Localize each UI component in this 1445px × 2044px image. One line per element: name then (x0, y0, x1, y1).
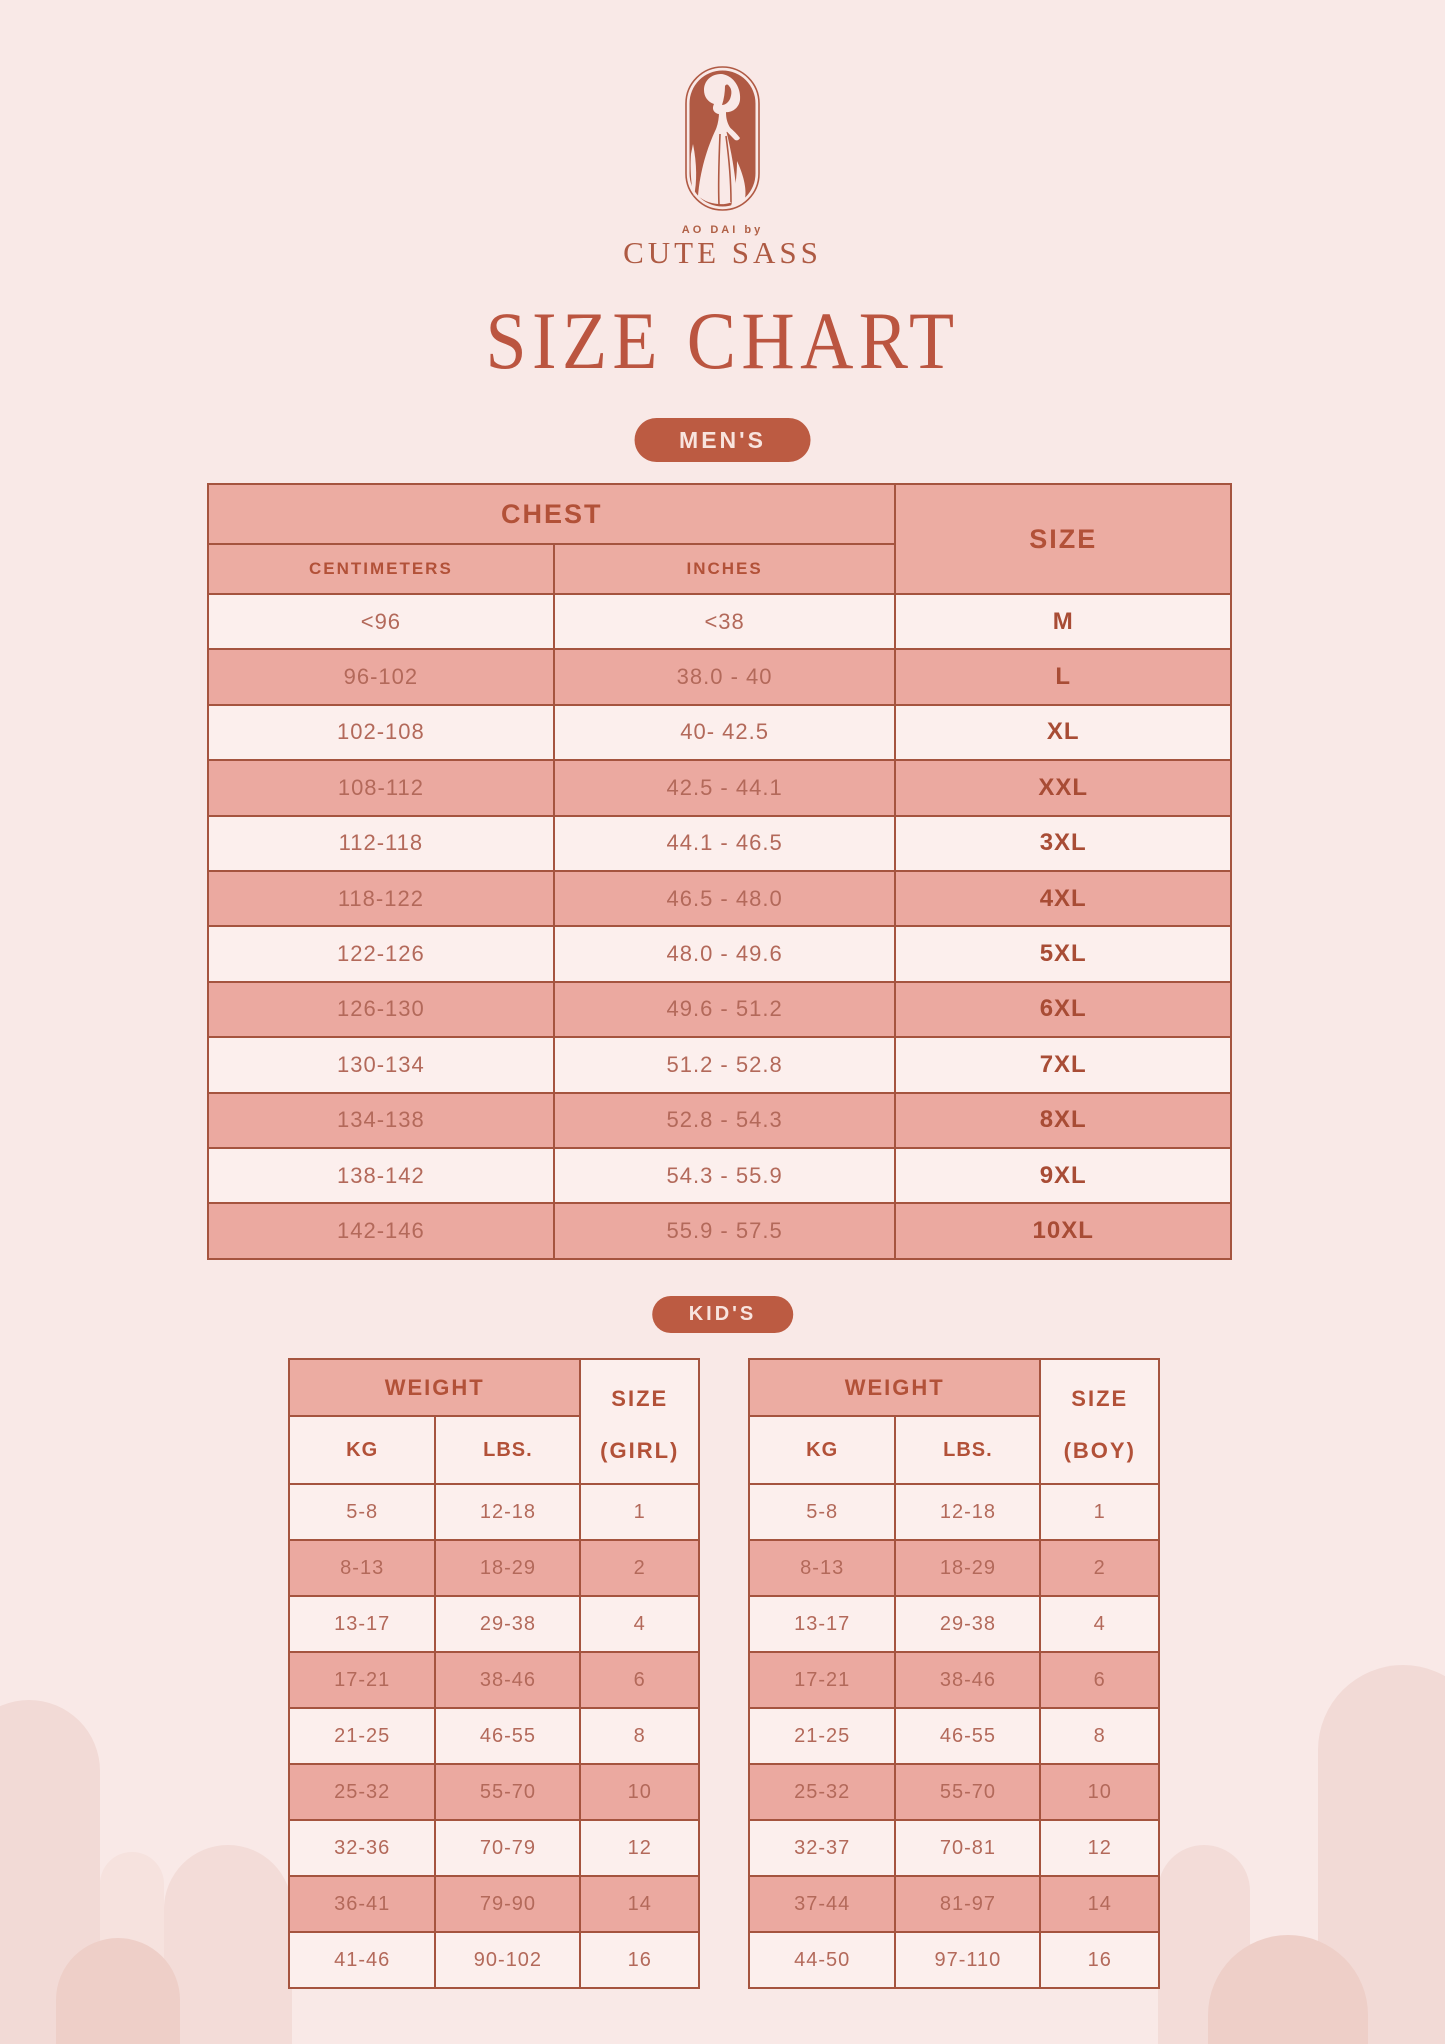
table-cell-in: 51.2 - 52.8 (554, 1037, 896, 1092)
table-cell-lbs: 12-18 (435, 1484, 580, 1540)
table-row (749, 1876, 1159, 1932)
table-row (749, 1932, 1159, 1988)
table-row (208, 1203, 1231, 1258)
table-row (289, 1764, 699, 1820)
kids-boys-size-table (748, 1358, 1160, 1989)
table-cell-lbs: 18-29 (895, 1540, 1040, 1596)
table-row (208, 1148, 1231, 1203)
table-row (289, 1708, 699, 1764)
table-cell-size: XXL (895, 760, 1231, 815)
table-cell-lbs: 12-18 (895, 1484, 1040, 1540)
table-cell-size: 5XL (895, 926, 1231, 981)
table-row (289, 1652, 699, 1708)
table-row (208, 926, 1231, 981)
page-title: SIZE CHART (485, 295, 960, 386)
table-cell-lbs: 55-70 (435, 1764, 580, 1820)
table-cell-kg: 44-50 (749, 1932, 895, 1988)
table-row (289, 1876, 699, 1932)
table-cell-kg: 25-32 (289, 1764, 435, 1820)
column-header-size-boy (1040, 1359, 1159, 1484)
table-cell-in: 40- 42.5 (554, 705, 896, 760)
table-cell-kg: 5-8 (749, 1484, 895, 1540)
table-cell-size: 16 (1040, 1932, 1159, 1988)
table-cell-in: 52.8 - 54.3 (554, 1093, 896, 1148)
kids-girls-size-table (288, 1358, 700, 1989)
table-row (749, 1708, 1159, 1764)
table-cell-size: 3XL (895, 816, 1231, 871)
table-cell-size: 6 (1040, 1652, 1159, 1708)
table-row (749, 1764, 1159, 1820)
table-cell-lbs: 97-110 (895, 1932, 1040, 1988)
table-cell-kg: 13-17 (289, 1596, 435, 1652)
table-row (749, 1596, 1159, 1652)
column-header-size-girl (580, 1359, 699, 1484)
table-cell-size: 2 (580, 1540, 699, 1596)
table-row (749, 1484, 1159, 1540)
kids-section-badge: KID'S (652, 1296, 794, 1333)
table-row (208, 594, 1231, 649)
table-row (749, 1652, 1159, 1708)
ao-dai-woman-icon (685, 66, 760, 211)
table-row (289, 1596, 699, 1652)
table-row (208, 705, 1231, 760)
table-cell-cm: 130-134 (208, 1037, 554, 1092)
table-cell-lbs: 46-55 (895, 1708, 1040, 1764)
table-cell-size: XL (895, 705, 1231, 760)
decoration-arch (164, 1845, 292, 2044)
table-cell-lbs: 29-38 (895, 1596, 1040, 1652)
table-row (208, 871, 1231, 926)
table-cell-lbs: 81-97 (895, 1876, 1040, 1932)
table-cell-size: 12 (1040, 1820, 1159, 1876)
table-cell-cm: <96 (208, 594, 554, 649)
table-cell-cm: 108-112 (208, 760, 554, 815)
table-cell-lbs: 29-38 (435, 1596, 580, 1652)
table-cell-lbs: 55-70 (895, 1764, 1040, 1820)
table-cell-size: 1 (580, 1484, 699, 1540)
table-row (208, 982, 1231, 1037)
table-cell-cm: 96-102 (208, 649, 554, 704)
table-cell-cm: 122-126 (208, 926, 554, 981)
table-cell-kg: 8-13 (289, 1540, 435, 1596)
brand-tagline: AO DAI by (681, 224, 764, 236)
table-cell-kg: 8-13 (749, 1540, 895, 1596)
table-cell-kg: 37-44 (749, 1876, 895, 1932)
table-cell-kg: 32-37 (749, 1820, 895, 1876)
size-label: SIZE (1071, 1385, 1129, 1411)
table-cell-kg: 32-36 (289, 1820, 435, 1876)
table-cell-lbs: 46-55 (435, 1708, 580, 1764)
table-cell-lbs: 38-46 (435, 1652, 580, 1708)
brand-logo (685, 66, 760, 211)
table-cell-in: 38.0 - 40 (554, 649, 896, 704)
table-cell-size: 16 (580, 1932, 699, 1988)
table-cell-kg: 13-17 (749, 1596, 895, 1652)
table-cell-lbs: 18-29 (435, 1540, 580, 1596)
table-cell-cm: 138-142 (208, 1148, 554, 1203)
table-cell-lbs: 79-90 (435, 1876, 580, 1932)
column-header-lbs: LBS. (895, 1416, 1040, 1484)
table-cell-size: 8 (1040, 1708, 1159, 1764)
table-cell-size: 9XL (895, 1148, 1231, 1203)
table-cell-size: L (895, 649, 1231, 704)
table-cell-size: 14 (580, 1876, 699, 1932)
table-row (749, 1820, 1159, 1876)
table-row (208, 649, 1231, 704)
table-cell-size: 4 (1040, 1596, 1159, 1652)
table-row (289, 1932, 699, 1988)
table-row (289, 1820, 699, 1876)
column-header-size: SIZE (895, 484, 1231, 594)
column-header-kg: KG (749, 1416, 895, 1484)
table-cell-size: M (895, 594, 1231, 649)
table-cell-cm: 126-130 (208, 982, 554, 1037)
table-cell-size: 6 (580, 1652, 699, 1708)
girl-label: (GIRL) (600, 1437, 680, 1463)
table-cell-kg: 5-8 (289, 1484, 435, 1540)
table-row (208, 1037, 1231, 1092)
table-cell-cm: 102-108 (208, 705, 554, 760)
table-cell-in: 49.6 - 51.2 (554, 982, 896, 1037)
size-label: SIZE (611, 1385, 669, 1411)
table-cell-lbs: 90-102 (435, 1932, 580, 1988)
table-cell-cm: 142-146 (208, 1203, 554, 1258)
table-cell-cm: 112-118 (208, 816, 554, 871)
column-header-weight: WEIGHT (289, 1359, 580, 1416)
mens-section-badge: MEN'S (634, 418, 811, 462)
table-cell-size: 4 (580, 1596, 699, 1652)
table-cell-size: 10XL (895, 1203, 1231, 1258)
table-cell-lbs: 70-79 (435, 1820, 580, 1876)
column-header-weight: WEIGHT (749, 1359, 1040, 1416)
column-header-lbs: LBS. (435, 1416, 580, 1484)
column-header-inches: INCHES (554, 544, 896, 594)
column-header-kg: KG (289, 1416, 435, 1484)
table-header-row (208, 484, 1231, 544)
table-cell-size: 8 (580, 1708, 699, 1764)
table-cell-size: 8XL (895, 1093, 1231, 1148)
table-cell-in: 44.1 - 46.5 (554, 816, 896, 871)
table-cell-size: 4XL (895, 871, 1231, 926)
table-cell-in: 42.5 - 44.1 (554, 760, 896, 815)
table-header-row (749, 1359, 1159, 1416)
brand-name: CUTE SASS (623, 235, 822, 270)
table-cell-size: 1 (1040, 1484, 1159, 1540)
table-cell-kg: 21-25 (289, 1708, 435, 1764)
boy-label: (BOY) (1063, 1437, 1136, 1463)
table-cell-in: 46.5 - 48.0 (554, 871, 896, 926)
table-cell-in: 55.9 - 57.5 (554, 1203, 896, 1258)
table-cell-size: 10 (1040, 1764, 1159, 1820)
table-cell-in: <38 (554, 594, 896, 649)
table-cell-size: 12 (580, 1820, 699, 1876)
table-cell-size: 7XL (895, 1037, 1231, 1092)
table-cell-kg: 25-32 (749, 1764, 895, 1820)
table-cell-lbs: 38-46 (895, 1652, 1040, 1708)
table-row (289, 1540, 699, 1596)
table-cell-in: 54.3 - 55.9 (554, 1148, 896, 1203)
column-header-centimeters: CENTIMETERS (208, 544, 554, 594)
table-cell-kg: 36-41 (289, 1876, 435, 1932)
table-row (289, 1484, 699, 1540)
table-row (749, 1540, 1159, 1596)
column-header-chest: CHEST (208, 484, 895, 544)
table-cell-kg: 41-46 (289, 1932, 435, 1988)
table-cell-kg: 17-21 (289, 1652, 435, 1708)
table-cell-cm: 118-122 (208, 871, 554, 926)
table-row (208, 1093, 1231, 1148)
table-row (208, 816, 1231, 871)
table-cell-size: 6XL (895, 982, 1231, 1037)
table-row (208, 760, 1231, 815)
table-cell-size: 14 (1040, 1876, 1159, 1932)
table-cell-kg: 21-25 (749, 1708, 895, 1764)
table-cell-size: 10 (580, 1764, 699, 1820)
table-cell-kg: 17-21 (749, 1652, 895, 1708)
table-cell-cm: 134-138 (208, 1093, 554, 1148)
table-cell-lbs: 70-81 (895, 1820, 1040, 1876)
table-cell-size: 2 (1040, 1540, 1159, 1596)
table-header-row (289, 1359, 699, 1416)
table-cell-in: 48.0 - 49.6 (554, 926, 896, 981)
mens-size-table (207, 483, 1232, 1260)
